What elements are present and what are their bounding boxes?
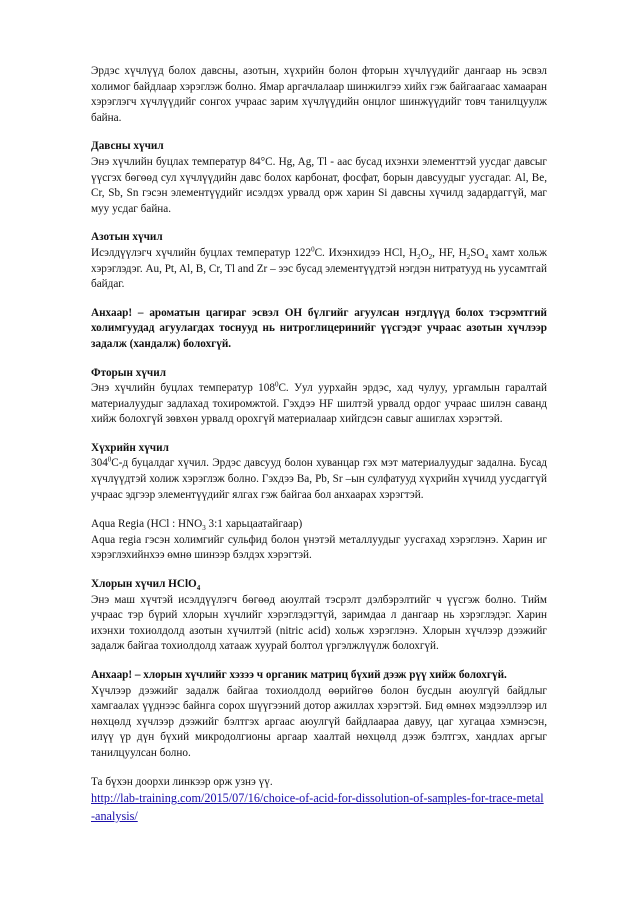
perchloric-warning-heading: Анхаар! – хлорын хүчлийг хэзээ ч органик матриц бүхий дээж рүү хийж болохгүй. bbox=[91, 669, 507, 681]
nitric-acid-section bbox=[91, 230, 547, 292]
aqua-regia-heading bbox=[91, 517, 547, 533]
h2o2-subscript: 2 bbox=[417, 253, 421, 262]
perchloric-warning-section bbox=[91, 668, 547, 762]
perchloric-acid-text: Энэ маш хүчтэй исэлдүүлэгч бөгөөд аюултай тэсрэлт дэлбэрэлтийг ч үүсгэж болно. Тийм учраас тэр бүрий хлорын хүчлийг хэрэглэдэгтүй, заримдаа л дангаар нь хэрэглэдэг. Харин ихэнхи тохиолдолд азотын хүчилтэй (nitric acid) хольж хэрэглэнэ. Хлорын хүчлээр дээжийг задалж байгаа тохиолдолд хатааж хуурай болтол үргэлжлүүлж болохгүй. bbox=[91, 593, 547, 653]
nitric-acid-heading: Азотын хүчил bbox=[91, 231, 163, 244]
perchloric-heading-part: Хлорын хүчил HClO bbox=[91, 578, 197, 591]
hydrochloric-acid-text: Энэ хүчлийн буцлах температур 84°C. Hg, Ag, Tl - аас бусад ихэнхи элементтэй уусдаг давсыг үүсгэх бөгөөд сул хүчлүүдийн давс болох карбонат, фосфат, борын давсуудыг уусгадаг. Al, Be, Cr, Sb, Sn гэсэн элементүүдийг исэлдэх урвалд орж харин Si давсны хүчилд задардаггүй, маг муу усдаг байна. bbox=[91, 155, 547, 215]
aqua-regia-heading-part: Aqua Regia (HCl : HNO bbox=[91, 518, 203, 531]
hydrochloric-acid-section bbox=[91, 139, 547, 217]
sulfuric-acid-section bbox=[91, 441, 547, 503]
hydrochloric-acid-heading: Давсны хүчил bbox=[91, 140, 164, 153]
hydrofluoric-acid-text bbox=[91, 382, 547, 425]
sulfuric-text-part: C-д буцалдаг хүчил. Эрдэс давсууд болон хуванцар гэх мэт материалуудыг задална. Бусад хүчлүүдтэй холиж хэрэглэж болно. Гэхдээ Ba, Pb, Sr –ын сулфатууд хүхрийн хүчилд уусдаггүй учраас эдгээр элементүүдийг ялгах гэж байгаа бол анхаарах хэрэгтэй. bbox=[91, 457, 547, 501]
outro-text: Та бүхэн доорхи линкээр орж узнэ үү. bbox=[91, 775, 273, 788]
hclo4-subscript: 4 bbox=[196, 584, 201, 593]
aqua-regia-heading-part: 3:1 харьцаатайгаар) bbox=[205, 518, 303, 531]
source-link[interactable]: http://lab-training.com/2015/07/16/choice-of-acid-for-dissolution-of-samples-for-trace-metal-analysis/ bbox=[91, 791, 544, 823]
nitric-text-part: хамт хольж хэрэглэдэг. Au, Pt, Al, B, Cr, Tl and Zr – ээс бусад элементүүдтэй нэгдэн нитратууд нь уусамтгай байдаг. bbox=[91, 246, 547, 291]
sulfuric-temp-value: 304 bbox=[91, 457, 108, 470]
sulfuric-acid-heading: Хүхрийн хүчил bbox=[91, 441, 169, 454]
nitric-temp-degree: 0 bbox=[311, 245, 315, 254]
intro-paragraph: Эрдэс хүчлүүд болох давсны, азотын, хүхрийн болон фторын хүчлүүдийг дангаар нь эсвэл холимог байдлаар хэрэглэж болно. Ямар аргачлалаар шинжилгээ хийх гэж байгаагаас хамааран хэрэглэгч хүчлүүдийг сонгох учраас зарим хүчлүүдийн онцлог шинжүүдийг товч танилцуулж байна. bbox=[91, 65, 547, 124]
nitric-acid-text bbox=[91, 247, 547, 290]
nitric-text-part: , HF, H bbox=[432, 246, 467, 259]
h2so4-subscript: 2 bbox=[466, 253, 471, 262]
perchloric-warning-text: Хүчлээр дээжийг задалж байгаа тохиолдолд өөрийгөө болон бусдын аюулгүй байдлыг хамгаалах үүднээс байнга сорох шүүгээний дотор ажиллах хэрэгтэй. Бид өмнөх мэдээллээр ил нөхцөлд хүчлээр дээжийг бэлтгэх аргаас аюулгүй байдлаараа давуу, цаг хугацаа хэмнэсэн, илүү үр дүн бүхий микродолгионы аргаар хаалтай нөхцөлд дээж бэлтгэх, хандлах аргыг танилцуулсан болно. bbox=[91, 684, 547, 759]
h2so4-subscript: 4 bbox=[484, 253, 489, 262]
hno3-subscript: 3 bbox=[202, 524, 206, 533]
nitric-text-part: C. Ихэнхидээ HCl, H bbox=[314, 246, 418, 259]
nitric-acid-warning: Анхаар! – ароматын цагираг эсвэл OH бүлгийг агуулсан нэгдлүүд болох тэсрэмтгий холимгуудад агуулагдах тоснууд нь нитроглицеринийг үүсгэдэг учраас азотын хүчлээр задалж (хандалж) болохгүй. bbox=[91, 306, 547, 350]
h2o2-subscript: 2 bbox=[428, 253, 433, 262]
hydrofluoric-text-part: C. Уул уурхайн эрдэс, хад чулуу, ургамлын гаралтай материалуудыг задлахад тохиромжтой. Гэхдээ HF шилтэй урвалд ордог учраас шилэн саванд хийж болохгүй зөвхөн урвалд орохгүй материалаар хийгдсэн савыг ашиглах хэрэгтэй. bbox=[91, 382, 547, 426]
aqua-regia-section bbox=[91, 517, 547, 564]
outro-section bbox=[91, 775, 547, 826]
nitric-text-part: SO bbox=[470, 246, 485, 259]
sulfuric-temp-degree: 0 bbox=[107, 455, 112, 464]
hydrofluoric-text-part: Энэ хүчлийн буцлах температур 108 bbox=[91, 382, 275, 395]
aqua-regia-text: Aqua regia гэсэн холимгийг сульфид болон үнэтэй металлуудыг уусгахад хэрэглэнэ. Харин иг хэрэглэхийнхээ өмнө шинээр бэлдэх хэрэгтэй. bbox=[91, 533, 547, 562]
perchloric-acid-heading bbox=[91, 577, 547, 593]
hydrofluoric-acid-heading: Фторын хүчил bbox=[91, 366, 166, 379]
perchloric-acid-section bbox=[91, 577, 547, 655]
hydrofluoric-acid-section bbox=[91, 366, 547, 428]
nitric-text-part: O bbox=[420, 246, 429, 259]
nitric-text-part: Исэлдүүлэгч хүчлийн буцлах температур 122 bbox=[91, 246, 312, 259]
sulfuric-acid-text bbox=[91, 457, 547, 500]
hydrofluoric-temp-degree: 0 bbox=[274, 380, 279, 389]
